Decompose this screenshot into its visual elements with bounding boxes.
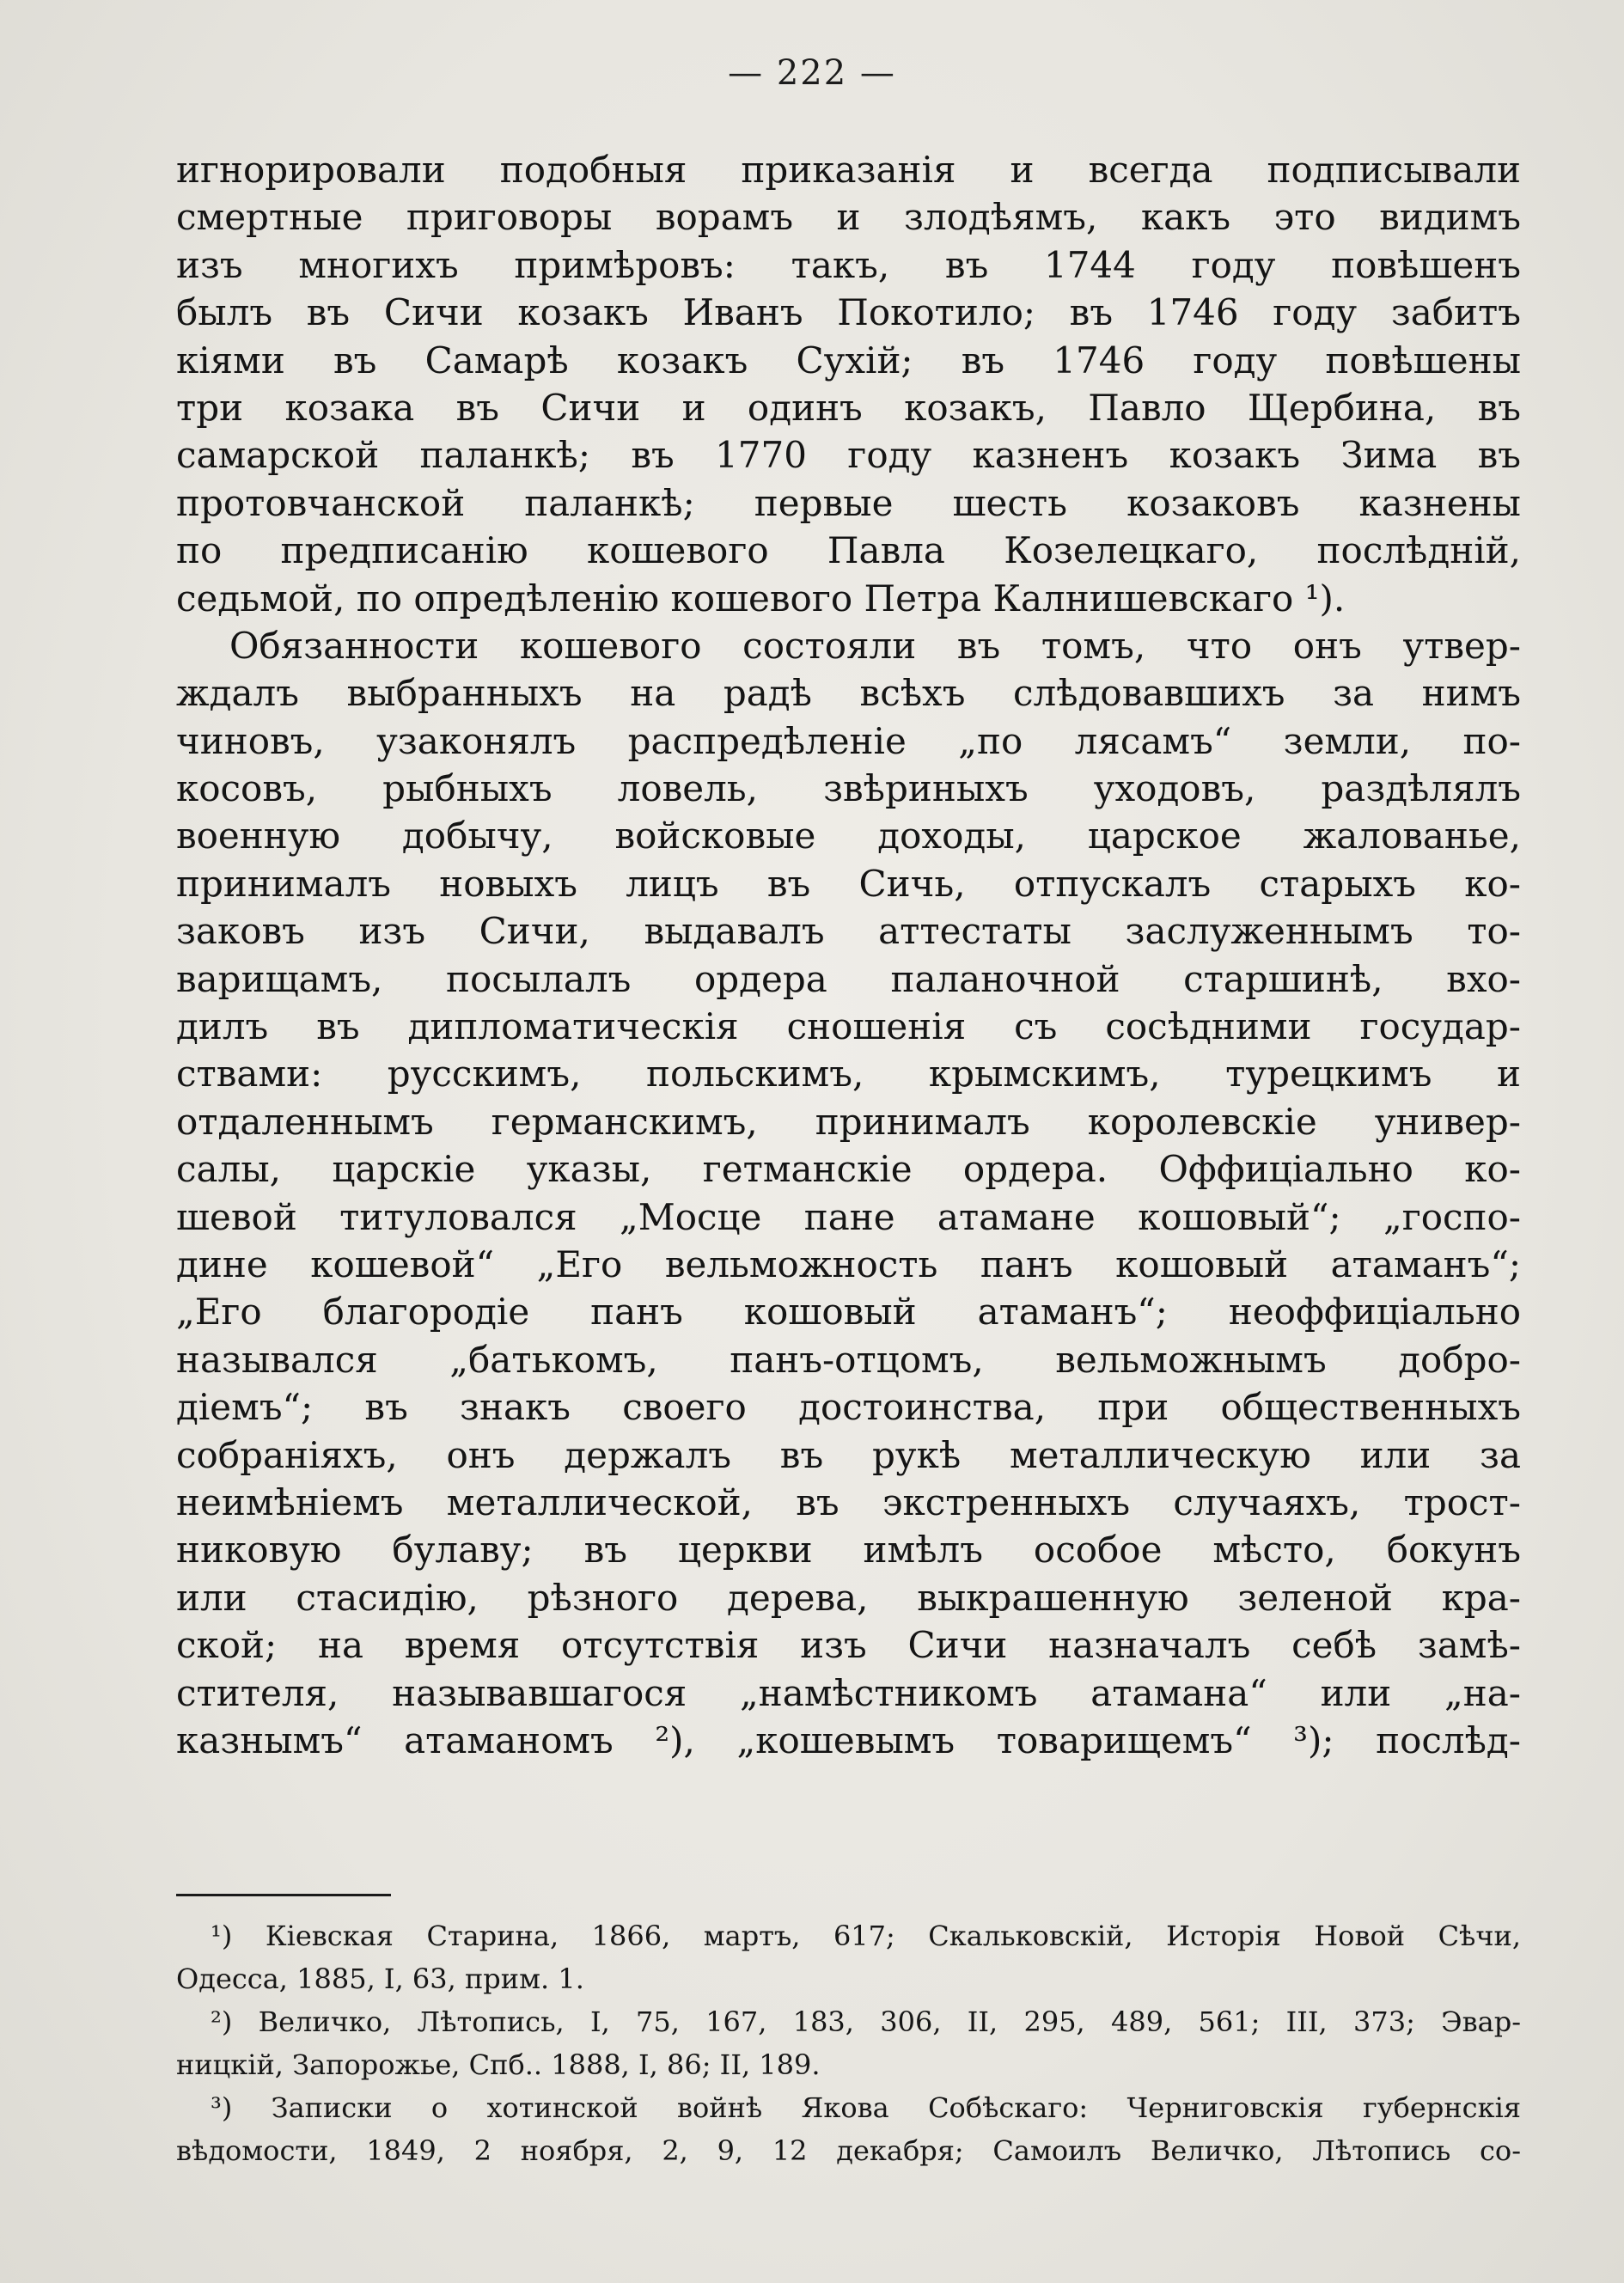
text-line: по предписанію кошевого Павла Козелецкаго, послѣдній, <box>176 529 1521 572</box>
text-line: заковъ изъ Сичи, выдавалъ аттестаты заслуженнымъ то- <box>176 910 1521 953</box>
text-line: седьмой, по опредѣленію кошевого Петра Калнишевскаго ¹). <box>176 577 1346 620</box>
footnote-line: ³) Записки о хотинской войнѣ Якова Собѣскаго: Черниговскія губернскія <box>211 2091 1521 2124</box>
text-line: дине кошевой“ „Его вельможность панъ кошовый атаманъ“; <box>176 1242 1521 1285</box>
footnote-line: вѣдомости, 1849, 2 ноября, 2, 9, 12 декабря; Самоилъ Величко, Лѣтопись со- <box>176 2134 1521 2167</box>
text-line: военную добычу, войсковые доходы, царское жалованье, <box>176 815 1521 858</box>
text-line: косовъ, рыбныхъ ловель, звѣриныхъ уходовъ, раздѣлялъ <box>176 767 1521 810</box>
text-line: дилъ въ дипломатическія сношенія съ сосѣдними государ- <box>176 1005 1521 1048</box>
text-line: собраніяхъ, онъ держалъ въ рукѣ металлическую или за <box>176 1433 1521 1476</box>
text-line: ской; на время отсутствія изъ Сичи назначалъ себѣ замѣ- <box>176 1624 1521 1667</box>
text-line: шевой титуловался „Мосце пане атамане кошовый“; „госпо- <box>176 1195 1521 1238</box>
text-line: принималъ новыхъ лицъ въ Сичь, отпускалъ старыхъ ко- <box>176 862 1521 905</box>
text-line: салы, царскіе указы, гетманскіе ордера. Оффиціально ко- <box>176 1148 1521 1191</box>
text-line: смертные приговоры ворамъ и злодѣямъ, какъ это видимъ <box>176 196 1521 239</box>
text-line: или стасидію, рѣзного дерева, выкрашенную зеленой кра- <box>176 1576 1521 1619</box>
text-line: варищамъ, посылалъ ордера паланочной старшинѣ, вхо- <box>176 957 1521 1000</box>
text-line: „Его благородіе панъ кошовый атаманъ“; неоффиціально <box>176 1291 1521 1334</box>
text-line: назывался „батькомъ, панъ-отцомъ, вельможнымъ добро- <box>176 1338 1521 1381</box>
body-text <box>176 146 1521 1764</box>
text-line: ствами: русскимъ, польскимъ, крымскимъ, турецкимъ и <box>176 1053 1521 1096</box>
page-number: — 222 — <box>728 53 896 93</box>
text-line: три козака въ Сичи и одинъ козакъ, Павло Щербина, въ <box>176 386 1521 429</box>
footnote-line: ¹) Кіевская Старина, 1866, мартъ, 617; Скальковскій, Исторія Новой Сѣчи, <box>211 1920 1521 1952</box>
text-line: самарской паланкѣ; въ 1770 году казненъ козакъ Зима въ <box>176 434 1521 477</box>
footnotes <box>176 1914 1521 2172</box>
text-line: игнорировали подобныя приказанія и всегда подписывали <box>176 149 1521 191</box>
text-line: кіями въ Самарѣ козакъ Сухій; въ 1746 году повѣшены <box>176 339 1521 382</box>
text-line: изъ многихъ примѣровъ: такъ, въ 1744 году повѣшенъ <box>176 243 1521 286</box>
footnote-separator <box>176 1894 391 1896</box>
text-line: Обязанности кошевого состояли въ томъ, что онъ утвер- <box>229 624 1521 667</box>
text-line: отдаленнымъ германскимъ, принималъ королевскіе универ- <box>176 1100 1521 1143</box>
text-line: ждалъ выбранныхъ на радѣ всѣхъ слѣдовавшихъ за нимъ <box>176 672 1521 715</box>
text-line: казнымъ“ атаманомъ ²), „кошевымъ товарищемъ“ ³); послѣд- <box>176 1718 1521 1761</box>
text-line: протовчанской паланкѣ; первые шесть козаковъ казнены <box>176 481 1521 524</box>
footnote-line: ²) Величко, Лѣтопись, I, 75, 167, 183, 306, II, 295, 489, 561; III, 373; Эвар- <box>211 2005 1521 2038</box>
text-line: чиновъ, узаконялъ распредѣленіе „по лясамъ“ земли, по- <box>176 719 1521 762</box>
text-line: никовую булаву; въ церкви имѣлъ особое мѣсто, бокунъ <box>176 1529 1521 1572</box>
text-line: стителя, называвшагося „намѣстникомъ атамана“ или „на- <box>176 1671 1521 1714</box>
footnote-line: ницкій, Запорожье, Спб.. 1888, I, 86; II, 189. <box>176 2048 821 2081</box>
text-line: діемъ“; въ знакъ своего достоинства, при общественныхъ <box>176 1386 1521 1429</box>
footnote-line: Одесса, 1885, I, 63, прим. 1. <box>176 1963 584 1995</box>
text-line: неимѣніемъ металлической, въ экстренныхъ случаяхъ, трост- <box>176 1480 1521 1523</box>
text-line: былъ въ Сичи козакъ Иванъ Покотило; въ 1746 году забитъ <box>176 291 1521 334</box>
